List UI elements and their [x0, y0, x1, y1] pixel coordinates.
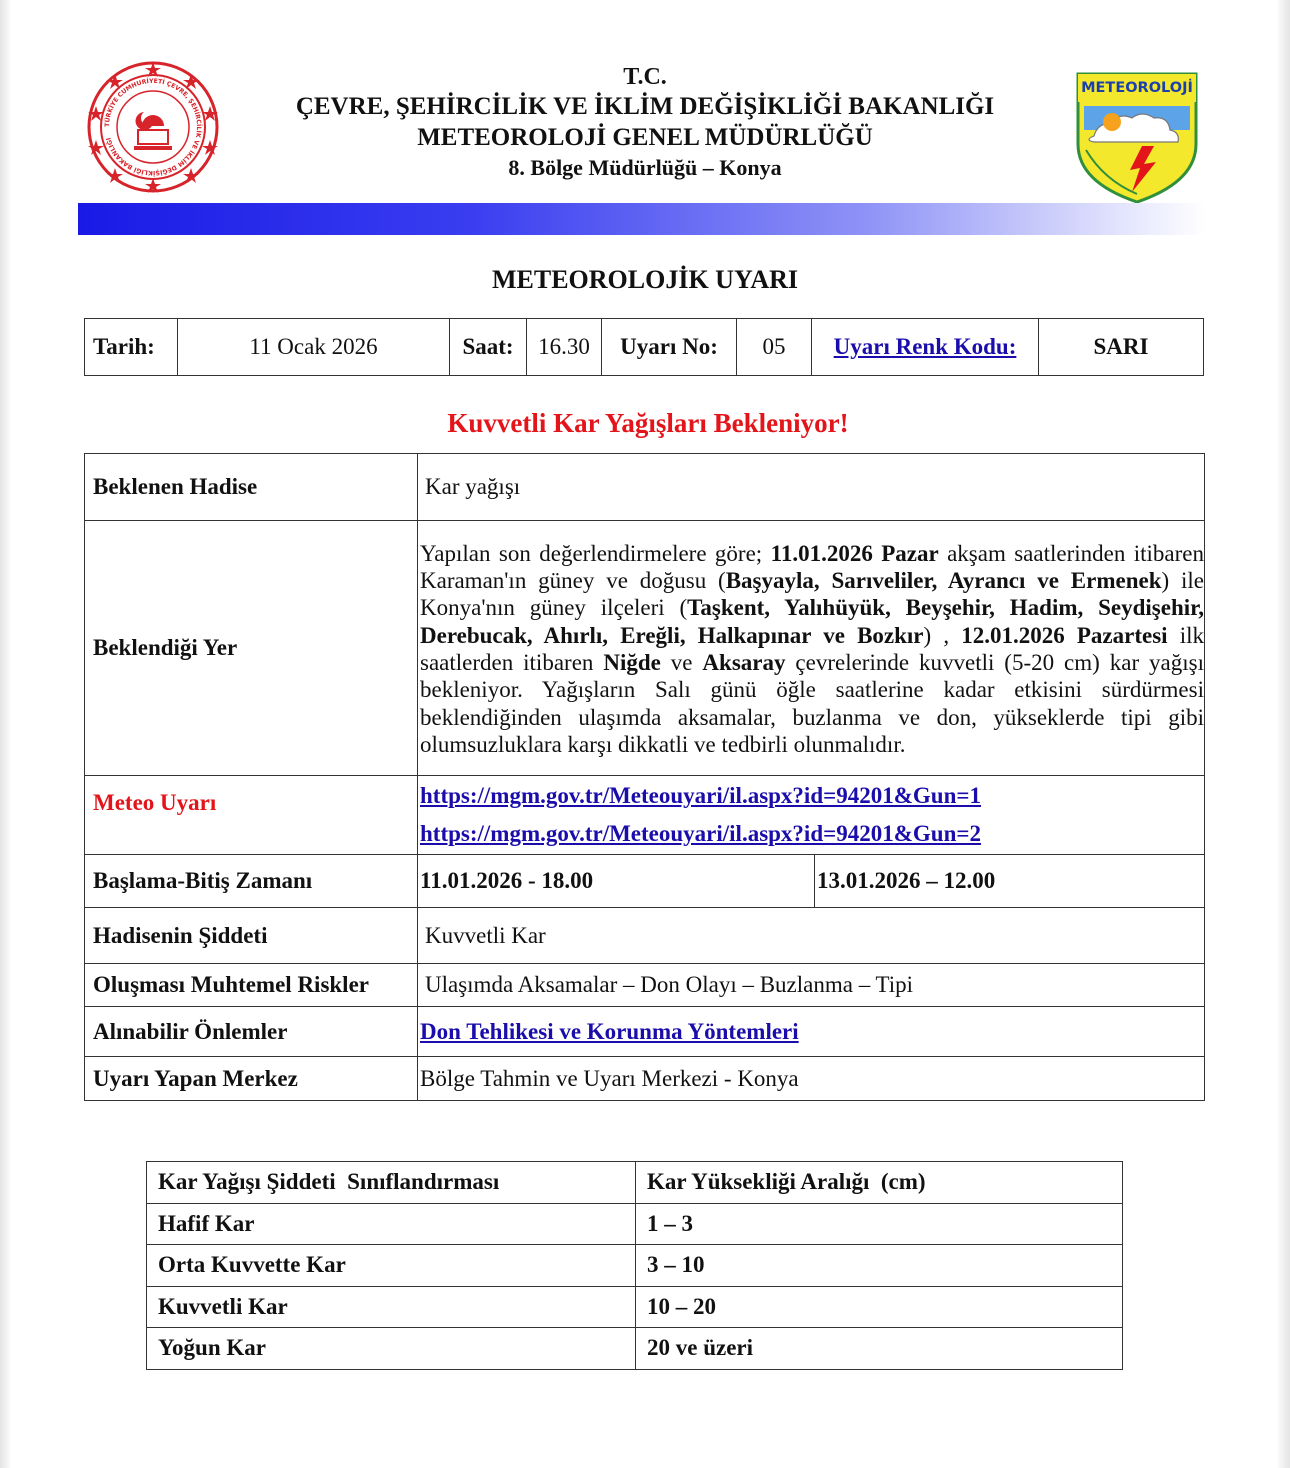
header-line-ministry: ÇEVRE, ŞEHİRCİLİK VE İKLİM DEĞİŞİKLİĞİ BAKANLIĞI — [295, 93, 995, 120]
snow-class-range: 1 – 3 — [636, 1203, 1123, 1245]
table-row — [147, 1203, 1123, 1245]
time-value: 16.30 — [527, 319, 602, 376]
center-label: Uyarı Yapan Merkez — [85, 1057, 418, 1101]
measures-label: Alınabilir Önlemler — [85, 1007, 418, 1057]
measures-link[interactable]: Don Tehlikesi ve Korunma Yöntemleri — [420, 1018, 799, 1044]
snow-header-height: Kar Yüksekliği Aralığı (cm) — [636, 1162, 1123, 1204]
ministry-seal-icon — [86, 60, 220, 194]
place-description: Yapılan son değerlendirmelere göre; 11.01.2026 Pazar akşam saatlerinden itibaren Karaman'ın güney ve doğusu (Başyayla, Sarıveliler, Ayrancı ve Ermenek) ile Konya'nın güney ilçeleri (Taşkent, Yalıhüyük, Beyşehir, Hadim, Seydişehir, Derebucak, Ahırlı, Ereğli, Halkapınar ve Bozkır) , 12.01.2026 Pazartesi ilk saatlerden itibaren Niğde ve Aksaray çevrelerinde kuvvetli (5-20 cm) kar yağışı bekleniyor. Yağışların Salı günü öğle saatlerine kadar etkisini sürdürmesi beklendiğinden ulaşımda aksamalar, buzlanma ve don, yükseklerde tipi gibi olumsuzluklara karşı dikkatli ve tedbirli olunmalıdır. — [418, 521, 1205, 776]
header-line-region: 8. Bölge Müdürlüğü – Konya — [508, 155, 782, 180]
header-gradient-bar — [78, 203, 1206, 235]
risks-value: Ulaşımda Aksamalar – Don Olayı – Buzlanma – Tipi — [418, 964, 1205, 1007]
date-value: 11 Ocak 2026 — [178, 319, 450, 376]
warning-headline: Kuvvetli Kar Yağışları Bekleniyor! — [447, 408, 849, 438]
severity-value: Kuvvetli Kar — [418, 908, 1205, 964]
warning-no-label: Uyarı No: — [602, 319, 737, 376]
header-line-tc: T.C. — [623, 64, 667, 90]
meteoroloji-logo-icon — [1074, 70, 1200, 204]
snow-class-name: Kuvvetli Kar — [147, 1286, 636, 1328]
snow-class-range: 20 ve üzeri — [636, 1328, 1123, 1370]
center-value: Bölge Tahmin ve Uyarı Merkezi - Konya — [418, 1057, 1205, 1101]
snow-classification-table — [146, 1161, 1123, 1370]
document-title: METEOROLOJİK UYARI — [491, 265, 799, 294]
time-label: Saat: — [450, 319, 527, 376]
table-row — [147, 1328, 1123, 1370]
time-range-label: Başlama-Bitiş Zamanı — [85, 855, 418, 908]
page-edge-left — [0, 0, 10, 1468]
place-label: Beklendiği Yer — [85, 521, 418, 776]
meteo-warning-label: Meteo Uyarı — [85, 776, 418, 855]
table-row — [147, 1245, 1123, 1287]
risks-label: Oluşması Muhtemel Riskler — [85, 964, 418, 1007]
color-code-link[interactable]: Uyarı Renk Kodu: — [833, 334, 1017, 359]
snow-class-name: Hafif Kar — [147, 1203, 636, 1245]
page-edge-right — [1278, 0, 1290, 1468]
snow-class-name: Orta Kuvvette Kar — [147, 1245, 636, 1287]
meteo-link-day1[interactable]: https://mgm.gov.tr/Meteouyari/il.aspx?id=94201&Gun=1 — [420, 783, 981, 808]
date-label: Tarih: — [85, 319, 178, 376]
svg-text:METEOROLOJİ: METEOROLOJİ — [1081, 80, 1193, 96]
severity-label: Hadisenin Şiddeti — [85, 908, 418, 964]
start-time: 11.01.2026 - 18.00 — [418, 855, 815, 907]
meteo-link-day2[interactable]: https://mgm.gov.tr/Meteouyari/il.aspx?id=94201&Gun=2 — [420, 821, 981, 846]
event-label: Beklenen Hadise — [85, 454, 418, 521]
snow-header-class: Kar Yağışı Şiddeti Sınıflandırması — [147, 1162, 636, 1204]
snow-class-name: Yoğun Kar — [147, 1328, 636, 1370]
warning-no-value: 05 — [737, 319, 812, 376]
header-line-directorate: METEOROLOJİ GENEL MÜDÜRLÜĞÜ — [417, 124, 873, 151]
end-time: 13.01.2026 – 12.00 — [817, 868, 996, 893]
warning-info-table — [84, 318, 1204, 376]
snow-class-range: 10 – 20 — [636, 1286, 1123, 1328]
snow-class-range: 3 – 10 — [636, 1245, 1123, 1287]
table-row — [147, 1286, 1123, 1328]
svg-text:TÜRKİYE CUMHURİYETİ ÇEVRE, ŞEH: TÜRKİYE CUMHURİYETİ ÇEVRE, ŞEHİRCİLİK VE İKLİM DEĞİŞİKLİĞİ BAKANLIĞI — [103, 77, 203, 177]
color-code-value: SARI — [1039, 319, 1204, 376]
warning-detail-table — [84, 453, 1205, 1101]
event-value: Kar yağışı — [418, 454, 1205, 521]
